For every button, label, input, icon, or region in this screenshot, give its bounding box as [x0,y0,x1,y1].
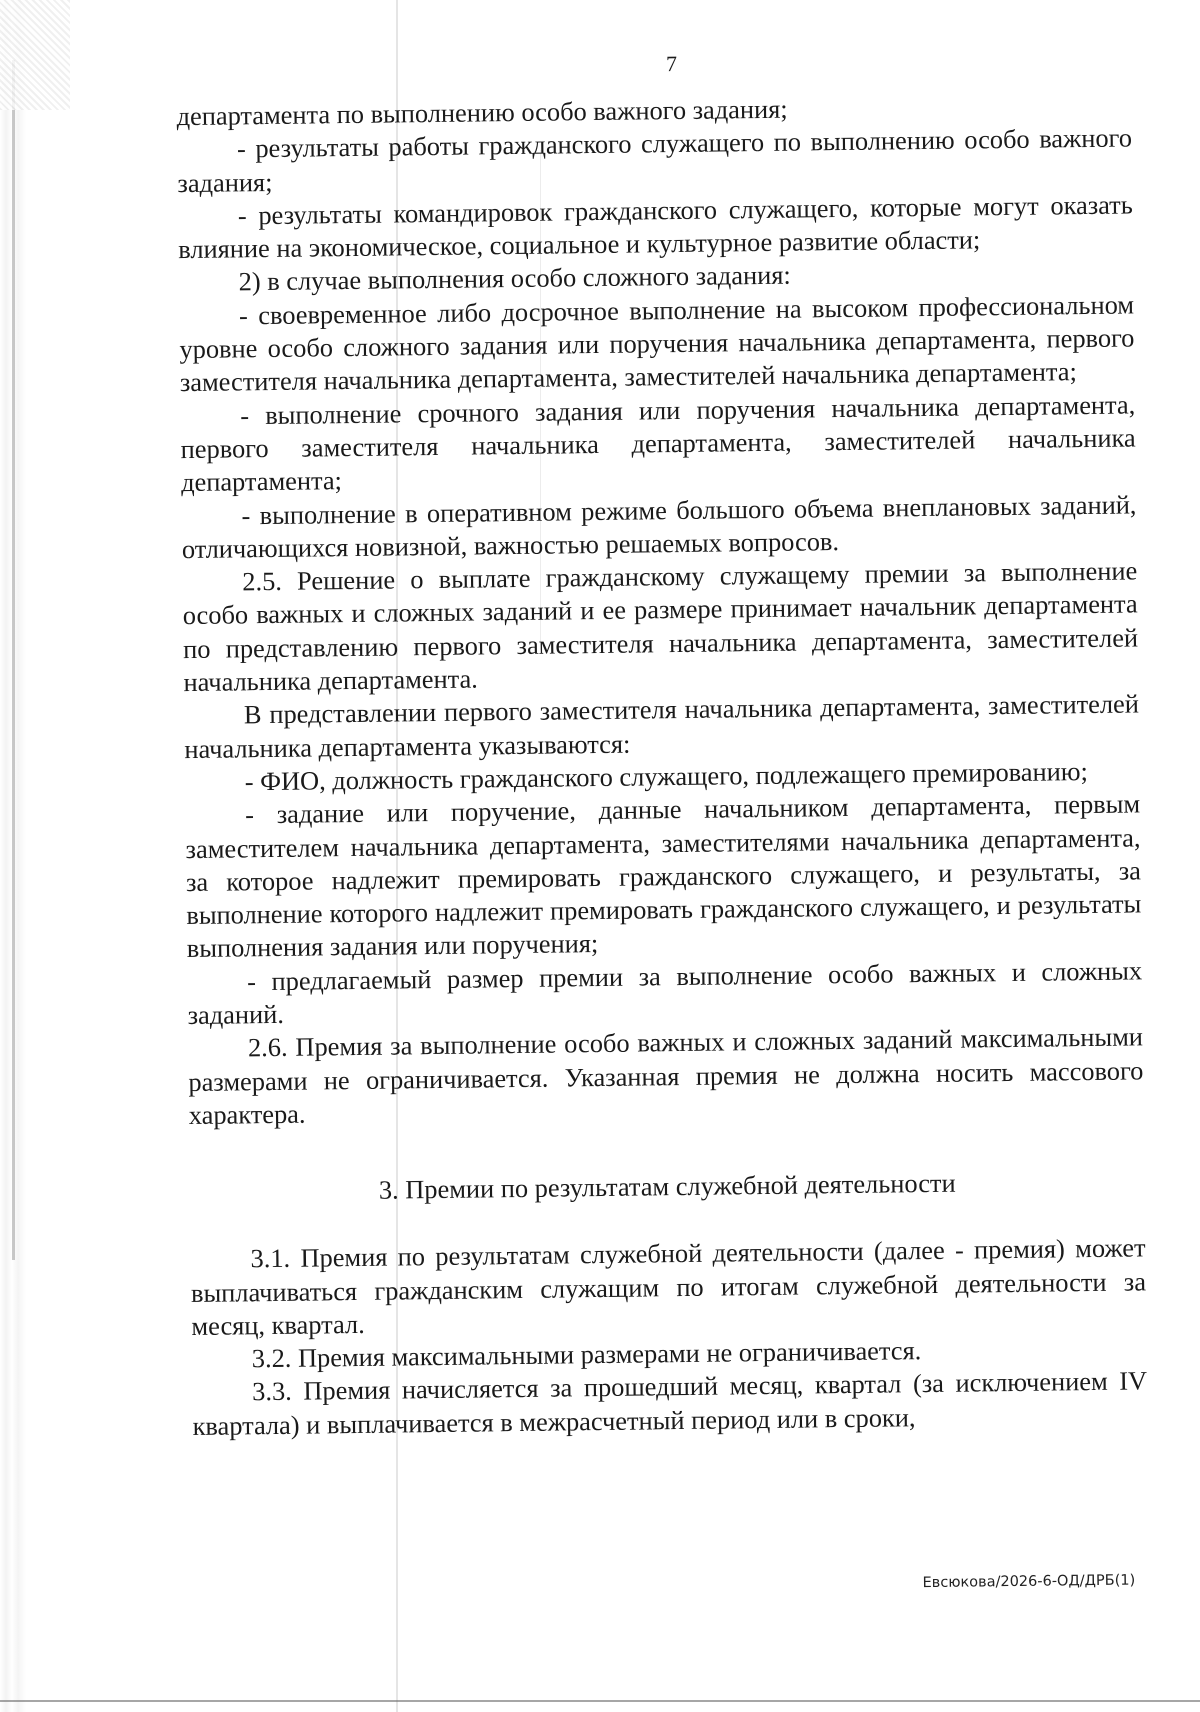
scan-bottom-edge [0,1700,1200,1702]
section-heading: 3. Премии по результатам служебной деятельности [378,1167,956,1205]
paragraph-clause-3-2: 3.2. Премия максимальными размерами не ограничивается. [251,1335,922,1374]
paragraph-clause-2-6: 2.6. Премия за выполнение особо важных и сложных заданий максимальными размерами не ограничивается. Указанная премия не должна носить массового характера. [188,1021,1144,1130]
page-number: 7 [665,51,678,77]
paragraph-subclause-complex-task: 2) в случае выполнения особо сложного задания: [238,260,791,297]
document-body [176,88,1147,1443]
paragraph-bullet-timely-execution: - своевременное либо досрочное выполнение на высоком профессиональном уровне особо сложного задания или поручения начальника департамента, первого заместителя начальника департамента, заместителей начальника департамента; [179,289,1135,398]
paragraph-bullet-proposed-amount: - предлагаемый размер премии за выполнение особо важных и сложных заданий. [187,955,1143,1031]
paragraph-bullet-full-name: - ФИО, должность гражданского служащего, подлежащего премированию; [244,755,1088,797]
paragraph-bullet-urgent-task: - выполнение срочного задания или поручения начальника департамента, первого заместителя начальника департамента, заместителей начальника департамента; [180,389,1136,498]
document-registration-code: Евсюкова/2026-6-ОД/ДРБ(1) [922,1572,1136,1592]
paragraph-submission-contents: В представлении первого заместителя начальника департамента, заместителей начальника департамента указываются: [184,688,1140,764]
paragraph-continuation: департамента по выполнению особо важного задания; [176,93,788,132]
paragraph-bullet-work-results: - результаты работы гражданского служащего по выполнению особо важного задания; [177,122,1133,198]
paragraph-clause-3-1: 3.1. Премия по результатам служебной деятельности (далее - премия) может выплачиваться гражданским служащим по итогам служебной деятельности за месяц, квартал. [190,1232,1147,1341]
paragraph-clause-2-5: 2.5. Решение о выплате гражданскому служащему премии за выполнение особо важных и сложных заданий и ее размере принимает начальник департамента по представлению первого заместителя начальника департамента, заместителей начальника департамента. [182,555,1139,698]
paragraph-bullet-unplanned-tasks: - выполнение в оперативном режиме большого объема внеплановых заданий, отличающихся новизной, важностью решаемых вопросов. [181,488,1137,564]
paragraph-bullet-business-trips: - результаты командировок гражданского служащего, которые могут оказать влияние на экономическое, социальное и культурное развитие области; [178,189,1133,265]
paragraph-bullet-task-description: - задание или поручение, данные начальником департамента, первым заместителем начальника департамента, заместителями начальника департамента, за которое надлежит премировать гражданского служащего, и результаты, за выполнение которого надлежит премировать гражданского служащего, и результаты выполнения задания или поручения; [185,788,1142,964]
paragraph-clause-3-3: 3.3. Премия начисляется за прошедший месяц, квартал (за исключением IV квартала) и выплачивается в межрасчетный период или в сроки, [192,1365,1148,1441]
